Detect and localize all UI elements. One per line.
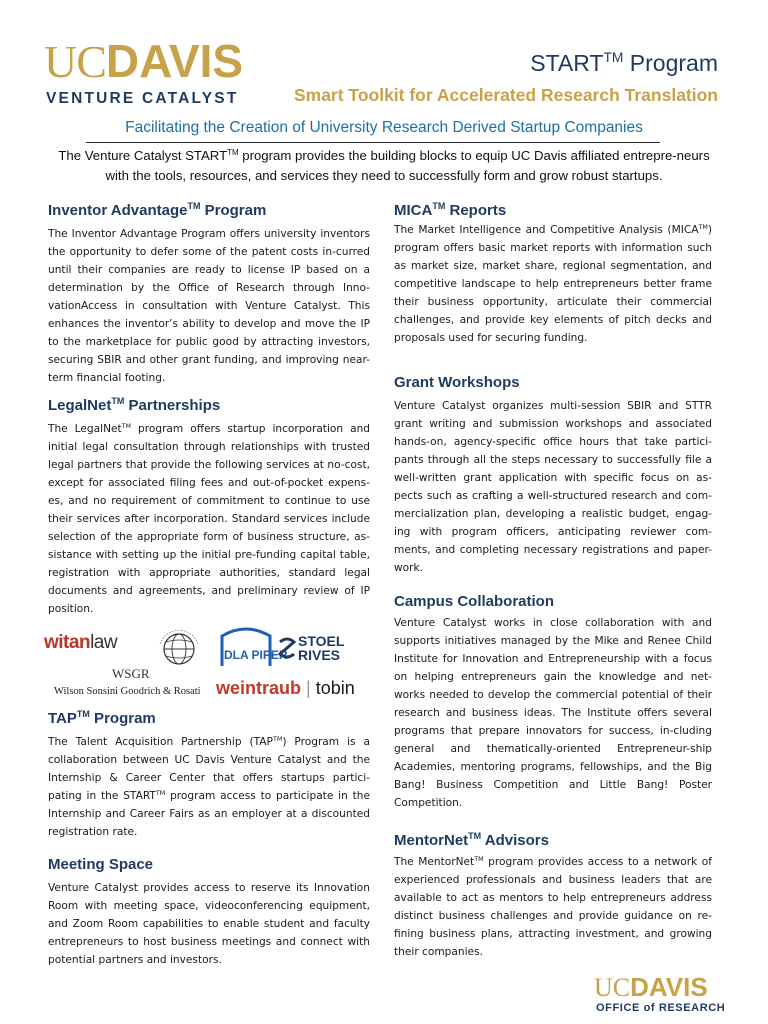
section-campus-collaboration <box>394 593 712 812</box>
section-tap <box>48 710 370 841</box>
section-title: MentorNet™ Advisors <box>394 831 549 849</box>
section-legalnet <box>48 397 370 618</box>
weintraub-tobin-logo: weintraub | tobin <box>216 678 355 698</box>
section-title: TAP™ Program <box>48 709 156 727</box>
globe-seal-icon <box>156 624 202 670</box>
section-title: MICA™ Reports <box>394 201 507 219</box>
uc-davis-logo <box>44 35 244 87</box>
section-body: Venture Catalyst provides access to reserve its Innovation Room with meeting space, videoconferencing equipment, and Zoom Room capabilities to enable student and faculty entrepreneurs to host business meetings and connect with potential partners and investors. <box>48 882 370 966</box>
stoel-rives-logo: STOEL RIVES <box>278 634 344 662</box>
section-title: LegalNet™ Partnerships <box>48 396 221 414</box>
section-inventor-advantage <box>48 202 370 387</box>
intro-paragraph: The Venture Catalyst START™ program provides the building blocks to equip UC Davis affiliated entrepre-neurs with the tools, resources, and services they need to successfully form and grow robust startups. <box>58 147 710 183</box>
section-grant-workshops <box>394 374 712 577</box>
section-body: The Market Intelligence and Competitive Analysis (MICA™) program offers basic market reports with information such as market size, market share, regional segmentation, and competitive landscape to help entrepreneurs better frame their business opportunity, articulate their commercial challenges, and provide key elements of pitch decks and proposals used for securing funding. <box>394 223 712 344</box>
logo-subtitle: VENTURE CATALYST <box>46 90 239 107</box>
tagline: Facilitating the Creation of University Research Derived Startup Companies <box>125 119 643 136</box>
program-title: START™ Program <box>530 50 718 76</box>
section-title: Campus Collaboration <box>394 593 555 610</box>
wilson-sonsini-logo: Wilson Sonsini Goodrich & Rosati <box>54 686 201 697</box>
partner-logos <box>44 622 370 700</box>
witanlaw-logo: witanlaw <box>44 632 118 653</box>
logo-uc-text: UC <box>44 36 106 87</box>
section-body: The LegalNet™ program offers startup incorporation and initial legal consultation through relationships with trusted legal partners that provide the following services at no-cost, except for associated filing fees and out-of-pocket expens-es, and no requirement of commitment to continue to use their services after incorporation. Standard services include selection of the appropriate form of business structure, as-sistance with setting up the initial pre-funding capital table, registration with appropriate authorities, standard legal documents and agreements, and preliminary review of IP position. <box>48 422 371 615</box>
section-title: Grant Workshops <box>394 374 520 391</box>
section-meeting-space <box>48 856 370 969</box>
dla-piper-logo: DLA PIPER <box>216 626 276 670</box>
section-mica <box>394 202 712 347</box>
program-subtitle: Smart Toolkit for Accelerated Research Translation <box>293 85 718 105</box>
stoel-wave-icon <box>278 636 296 660</box>
section-title: Inventor Advantage™ Program <box>48 201 267 219</box>
uc-davis-footer-logo: UCDAVIS <box>594 972 708 1002</box>
office-of-research-label: OFFICE of RESEARCH <box>596 1002 726 1014</box>
section-body: The MentorNet™ program provides access to a network of experienced professionals and business leaders that are available to act as mentors to help entrepreneurs address distinct business challenges and provide guidance on re-fining business plans, attracting investment, and growing their companies. <box>394 855 713 958</box>
logo-davis-text: DAVIS <box>105 35 244 87</box>
section-body: Venture Catalyst works in close collaboration with and supports initiatives managed by the Mike and Renee Child Institute for Innovation and Entrepreneurship with a focus on helping entrepreneurs gain the knowledge and net-works needed to develop the commercial potential of their research and business ideas. The Institute offers several programs that prepare innovators for success, in-cluding general and thematically-oriented Entrepreneur-ship Academies, mentoring programs, fellowships, and the Big Bang! Business Competition and Little Bang! Poster Competition. <box>394 617 712 809</box>
divider <box>86 142 660 143</box>
section-body: The Inventor Advantage Program offers university inventors the opportunity to defer some of the patent costs in-curred until their companies are ready to license IP based on a determination by the Office of Research through Inno-vationAccess in consultation with Venture Catalyst. This enhances the inventor’s ability to develop and move the IP to the marketplace for public good by attracting investors, securing SBIR and other grant funding, and improving near-term financial footing. <box>48 228 370 384</box>
section-mentornet <box>394 832 712 961</box>
section-body: The Talent Acquisition Partnership (TAP™) Program is a collaboration between UC Davis Venture Catalyst and the Internship & Career Center that offers startups partici-pating in the START™ program access to participate in the Internship and Career Fairs as an employer at a discounted registration rate. <box>48 735 371 838</box>
section-body: Venture Catalyst organizes multi-session SBIR and STTR grant writing and submission workshops and associated hands-on, agency-specific office hours that take partici-pants through all the steps necessary to successfully file a well-written grant application with specific focus on as-pects such as crafting a well-structured research and com-mercialization plan, developing a realistic budget, engag-ing with program officers, anticipating reviewer com-ments, and completing necessary registrations and paper-work. <box>394 400 712 574</box>
wsgr-mark: WSGR <box>112 666 150 681</box>
section-title: Meeting Space <box>48 856 154 873</box>
